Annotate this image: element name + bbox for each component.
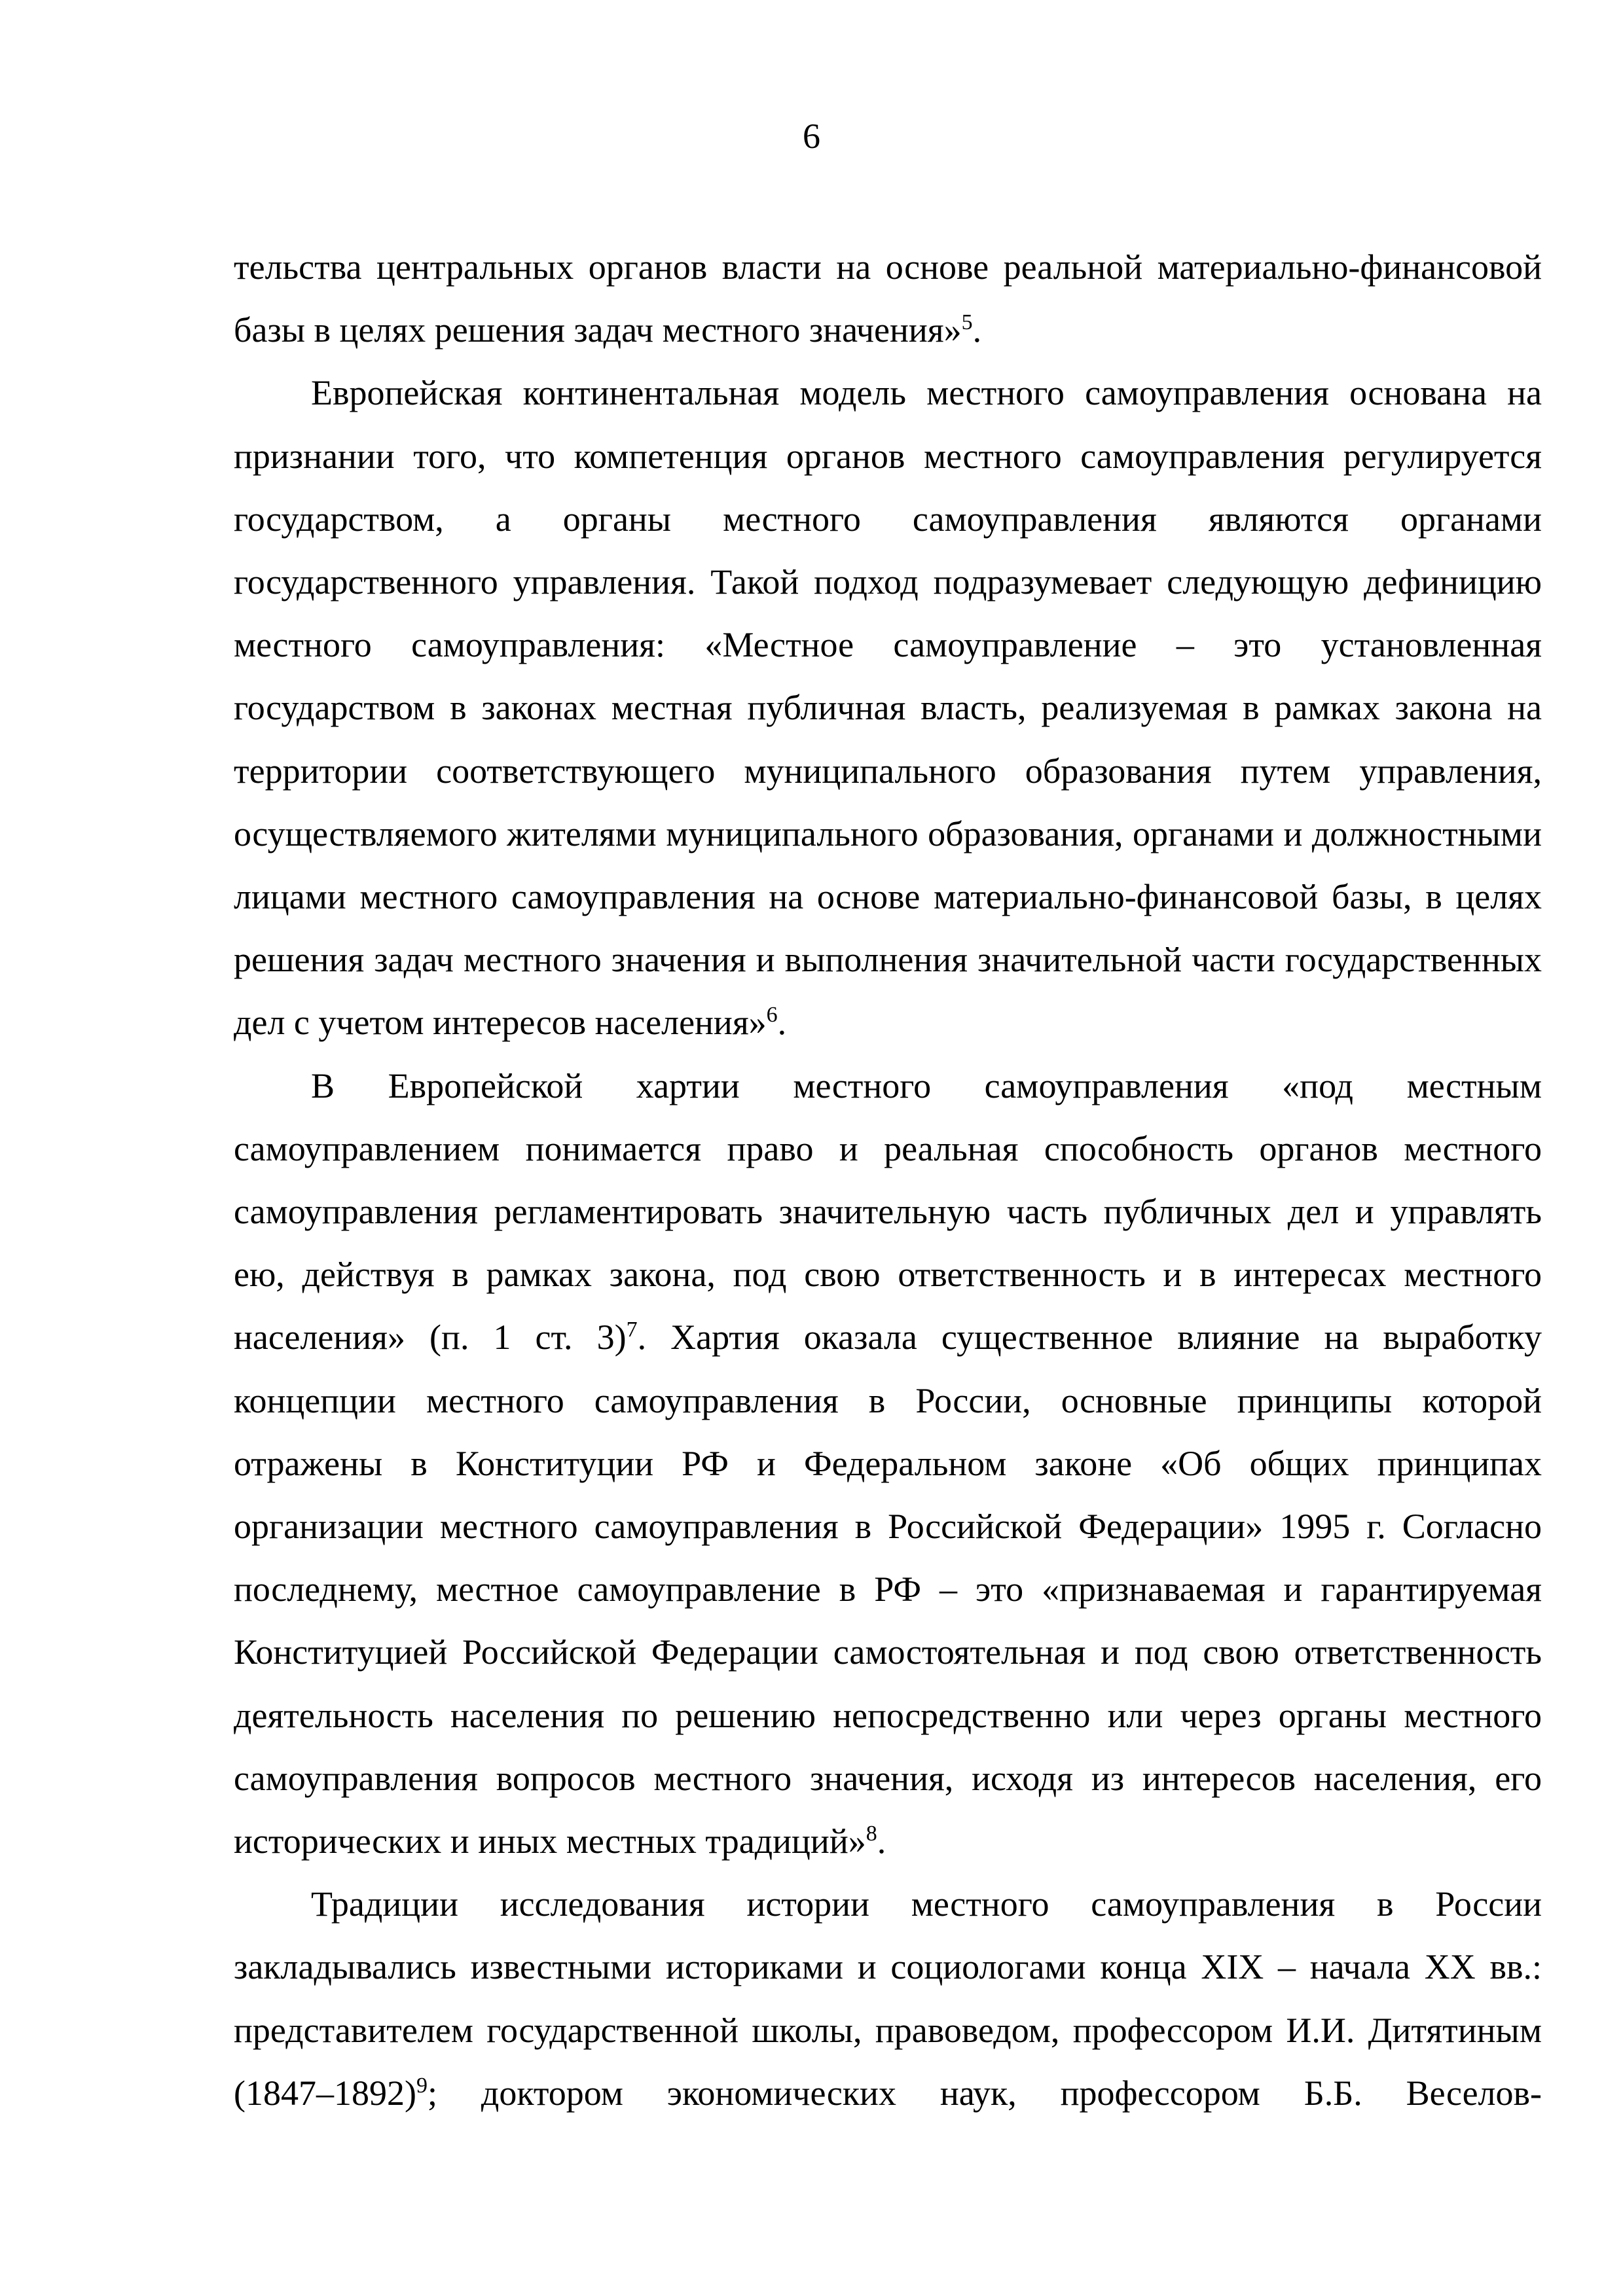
paragraph-1-text: тельства центральных органов власти на основе реальной материально-финансовой базы в целях решения задач местного значения» (234, 247, 1542, 350)
paragraph-4-text-after: ; доктором экономических наук, профессором Б.Б. Веселов- (427, 2073, 1542, 2113)
paragraph-3 (234, 1054, 1542, 1873)
paragraph-3-tail: . (877, 1821, 886, 1861)
paragraph-1-tail: . (972, 310, 982, 350)
text-body (234, 236, 1542, 2125)
footnote-ref-6[interactable]: 6 (766, 1003, 778, 1028)
paragraph-3-text-after: . Хартия оказала существенное влияние на выработку концепции местного самоуправления в России, основные принципы которой отражены в Конституции РФ и Федеральном законе «Об общих принципах организации местного самоуправления в Российской Федерации» 1995 г. Согласно последнему, местное самоуправление в РФ – это «признаваемая и гарантируемая Конституцией Российской Федерации самостоятельная и под свою ответственность деятельность населения по решению непосредственно или через органы местного самоуправления вопросов местного значения, исходя из интересов населения, его исторических и иных местных традиций» (234, 1318, 1542, 1861)
paragraph-2-text: Европейская континентальная модель местного самоуправления основана на признании того, что компетенция органов местного самоуправления регулируется государством, а органы местного самоуправления являются органами государственного управления. Такой подход подразумевает следующую дефиницию местного самоуправления: «Местное самоуправление – это установленная государством в законах местная публичная власть, реализуемая в рамках закона на территории соответствующего муниципального образования путем управления, осуществляемого жителями муниципального образования, органами и должностными лицами местного самоуправления на основе материально-финансовой базы, в целях решения задач местного значения и выполнения значительной части государственных дел с учетом интересов населения» (234, 373, 1542, 1043)
paragraph-3-text-before: В Европейской хартии местного самоуправления «под местным самоуправлением понимается право и реальная способность органов местного самоуправления регламентировать значительную часть публичных дел и управлять ею, действуя в рамках закона, под свою ответственность и в интересах местного населения» (п. 1 ст. 3) (234, 1066, 1542, 1357)
footnote-ref-5[interactable]: 5 (961, 310, 973, 335)
footnote-ref-9[interactable]: 9 (416, 2073, 428, 2098)
paragraph-2 (234, 361, 1542, 1054)
page-number: 6 (803, 117, 820, 156)
paragraph-4-text-before: Традиции исследования истории местного самоуправления в России закладывались известными историками и социологами конца XIX – начала XX вв.: представителем государственной школы, правоведом, профессором И.И. Дитятиным (1847–1892) (234, 1884, 1542, 2113)
footnote-ref-8[interactable]: 8 (866, 1821, 877, 1846)
paragraph-1 (234, 236, 1542, 361)
paragraph-4 (234, 1873, 1542, 2125)
footnote-ref-7[interactable]: 7 (626, 1318, 638, 1342)
paragraph-2-tail: . (777, 1003, 787, 1043)
